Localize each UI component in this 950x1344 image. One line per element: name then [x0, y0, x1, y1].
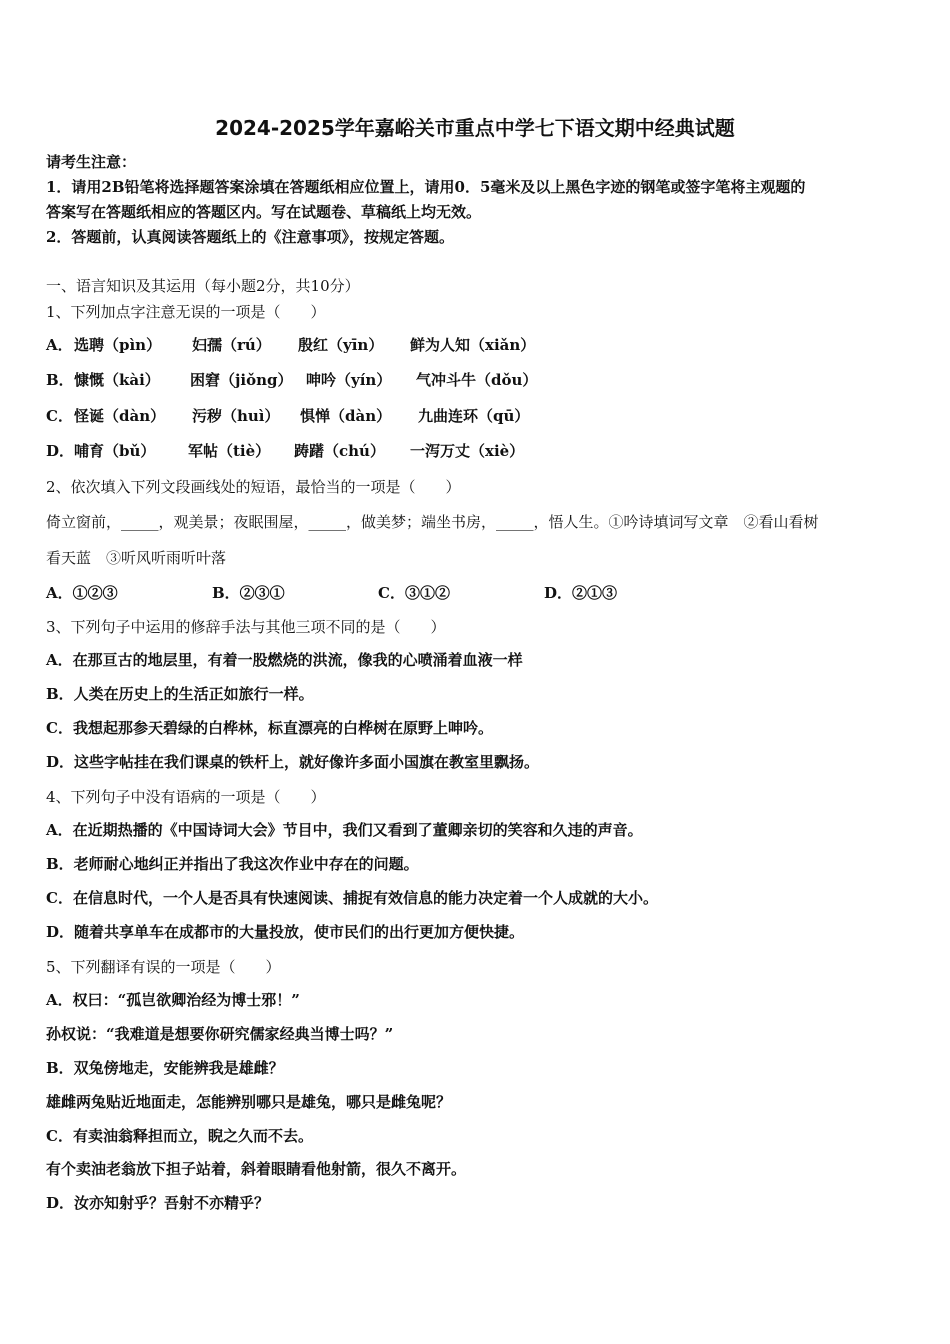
q3-option-d: D．这些字帖挂在我们课桌的铁杆上，就好像许多面小国旗在教室里飘扬。 [46, 753, 540, 771]
q3-option-a: A．在那亘古的地层里，有着一股燃烧的洪流，像我的心喷涌着血液一样 [46, 651, 523, 669]
q4-stem: 4、下列句子中没有语病的一项是（ ） [46, 788, 326, 806]
q1-option-a-item: 殷红（yīn） [298, 336, 384, 354]
q4-option-d: D．随着共享单车在成都市的大量投放，使市民们的出行更加方便快捷。 [46, 923, 525, 941]
notice-line-2: 答案写在答题纸相应的答题区内。写在试题卷、草稿纸上均无效。 [46, 203, 482, 221]
q5-stem: 5、下列翻译有误的一项是（ ） [46, 958, 281, 976]
q2-option-c: C．③①② [378, 584, 450, 602]
q2-body-line-2: 看天蓝 ③听风听雨听叶落 [46, 549, 227, 567]
q1-option-a-item: 选聘（pìn） [74, 336, 162, 354]
q2-option-b: B．②③① [212, 584, 285, 602]
q1-option-d-item: 哺育（bǔ） [74, 442, 156, 460]
q1-option-c-item: 惧惮（dàn） [300, 407, 392, 425]
q4-option-a: A．在近期热播的《中国诗词大会》节目中，我们又看到了董卿亲切的笑容和久违的声音。 [46, 821, 643, 839]
q2-option-d: D．②①③ [544, 584, 618, 602]
q1-stem: 1、下列加点字注意无误的一项是（ ） [46, 303, 326, 321]
notice-line-3: 2．答题前，认真阅读答题纸上的《注意事项》，按规定答题。 [46, 228, 454, 246]
q5-line: 雄雌两兔贴近地面走，怎能辨别哪只是雄兔，哪只是雌兔呢？ [46, 1093, 452, 1111]
q1-option-a-label: A． [46, 336, 73, 354]
q1-option-d-item: 踌躇（chú） [294, 442, 385, 460]
q5-line: 有个卖油老翁放下担子站着，斜着眼睛看他射箭，很久不离开。 [46, 1160, 467, 1178]
q1-option-b-item: 呻吟（yín） [306, 371, 392, 389]
q2-stem: 2、依次填入下列文段画线处的短语，最恰当的一项是（ ） [46, 478, 461, 496]
q5-line: D．汝亦知射乎？吾射不亦精乎？ [46, 1194, 270, 1212]
q1-option-d-item: 军帖（tiè） [188, 442, 271, 460]
q1-option-b-label: B． [46, 371, 74, 389]
q3-option-b: B．人类在历史上的生活正如旅行一样。 [46, 685, 314, 703]
section-heading: 一、语言知识及其运用（每小题2分，共10分） [46, 277, 360, 295]
q1-option-a-item: 鲜为人知（xiǎn） [410, 336, 536, 354]
q5-line: B．双兔傍地走，安能辨我是雄雌？ [46, 1059, 284, 1077]
q1-option-b-item: 困窘（jiǒng） [190, 371, 293, 389]
notice-line-1: 1．请用2B铅笔将选择题答案涂填在答题纸相应位置上，请用0．5毫米及以上黑色字迹的钢笔或签字笔将主观题的 [46, 178, 806, 196]
q5-line: 孙权说：“我难道是想要你研究儒家经典当博士吗？” [46, 1025, 394, 1043]
q2-option-a: A．①②③ [46, 584, 118, 602]
q1-option-c-item: 污秽（huì） [192, 407, 280, 425]
q1-option-b-item: 慷慨（kài） [74, 371, 160, 389]
notice-heading: 请考生注意： [46, 153, 137, 171]
q4-option-b: B．老师耐心地纠正并指出了我这次作业中存在的问题。 [46, 855, 419, 873]
q1-option-c-label: C． [46, 407, 73, 425]
q4-option-c: C．在信息时代，一个人是否具有快速阅读、捕捉有效信息的能力决定着一个人成就的大小。 [46, 889, 658, 907]
q1-option-c-item: 九曲连环（qū） [418, 407, 530, 425]
page-title: 2024-2025学年嘉峪关市重点中学七下语文期中经典试题 [215, 116, 735, 140]
q5-line: A．权曰：“孤岂欲卿治经为博士邪！” [46, 991, 300, 1009]
q1-option-d-label: D． [46, 442, 75, 460]
q3-stem: 3、下列句子中运用的修辞手法与其他三项不同的是（ ） [46, 618, 446, 636]
q1-option-a-item: 妇孺（rú） [192, 336, 271, 354]
q1-option-b-item: 气冲斗牛（dǒu） [416, 371, 538, 389]
q5-line: C．有卖油翁释担而立，睨之久而不去。 [46, 1127, 313, 1145]
q3-option-c: C．我想起那参天碧绿的白桦林，标直漂亮的白桦树在原野上呻吟。 [46, 719, 493, 737]
q1-option-c-item: 怪诞（dàn） [74, 407, 166, 425]
q2-body-line-1: 倚立窗前，_____，观美景；夜眠围屋，_____，做美梦；端坐书房，_____，悟人生。①吟诗填词写文章 ②看山看树 [46, 513, 819, 531]
q1-option-d-item: 一泻万丈（xiè） [410, 442, 525, 460]
